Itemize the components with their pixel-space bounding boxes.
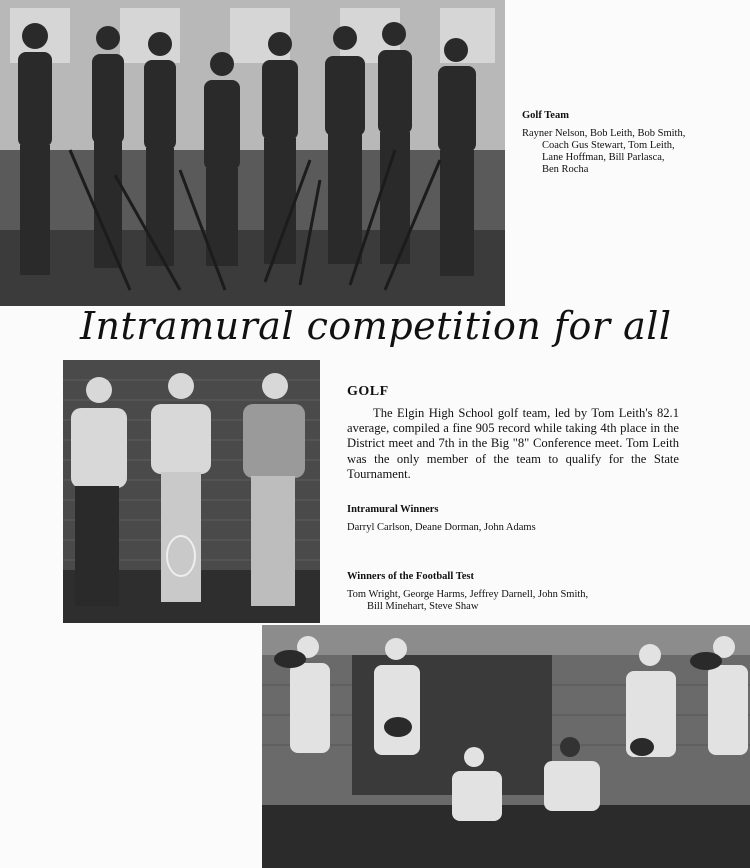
football-test-caption — [347, 571, 727, 613]
golf-team-names-line: Ben Rocha — [542, 164, 589, 175]
golf-team-photo — [0, 0, 505, 306]
intramural-photo — [63, 360, 320, 623]
golf-team-photo-icon — [0, 0, 505, 306]
football-test-names-line: Tom Wright, George Harms, Jeffrey Darnell, John Smith, — [347, 589, 589, 600]
golf-team-names-line: Rayner Nelson, Bob Leith, Bob Smith, — [522, 128, 686, 139]
golf-team-heading: Golf Team — [522, 110, 569, 121]
golf-team-caption — [522, 110, 742, 176]
football-photo — [262, 625, 750, 868]
page-headline: Intramural competition for all — [80, 304, 672, 348]
intramural-photo-icon — [63, 360, 320, 623]
golf-team-names-line: Lane Hoffman, Bill Parlasca, — [542, 152, 665, 163]
intramural-winners-names: Darryl Carlson, Deane Dorman, John Adams — [347, 522, 536, 533]
intramural-winners-heading: Intramural Winners — [347, 504, 439, 515]
football-test-names-line: Bill Minehart, Steve Shaw — [367, 601, 479, 612]
intramural-winners-caption — [347, 504, 727, 534]
football-test-heading: Winners of the Football Test — [347, 571, 474, 582]
golf-team-names — [522, 128, 742, 176]
golf-article-body: The Elgin High School golf team, led by Tom Leith's 82.1 average, compiled a fine 905 record while taking 4th place in the District meet and 7th in the Big "8" Conference meet. Tom Leith was the only member of the team to qualify for the State Tournament. — [347, 406, 679, 481]
golf-team-names-line: Coach Gus Stewart, Tom Leith, — [542, 140, 675, 151]
golf-article — [347, 384, 679, 482]
golf-article-heading: GOLF — [347, 384, 389, 399]
football-photo-icon — [262, 625, 750, 868]
